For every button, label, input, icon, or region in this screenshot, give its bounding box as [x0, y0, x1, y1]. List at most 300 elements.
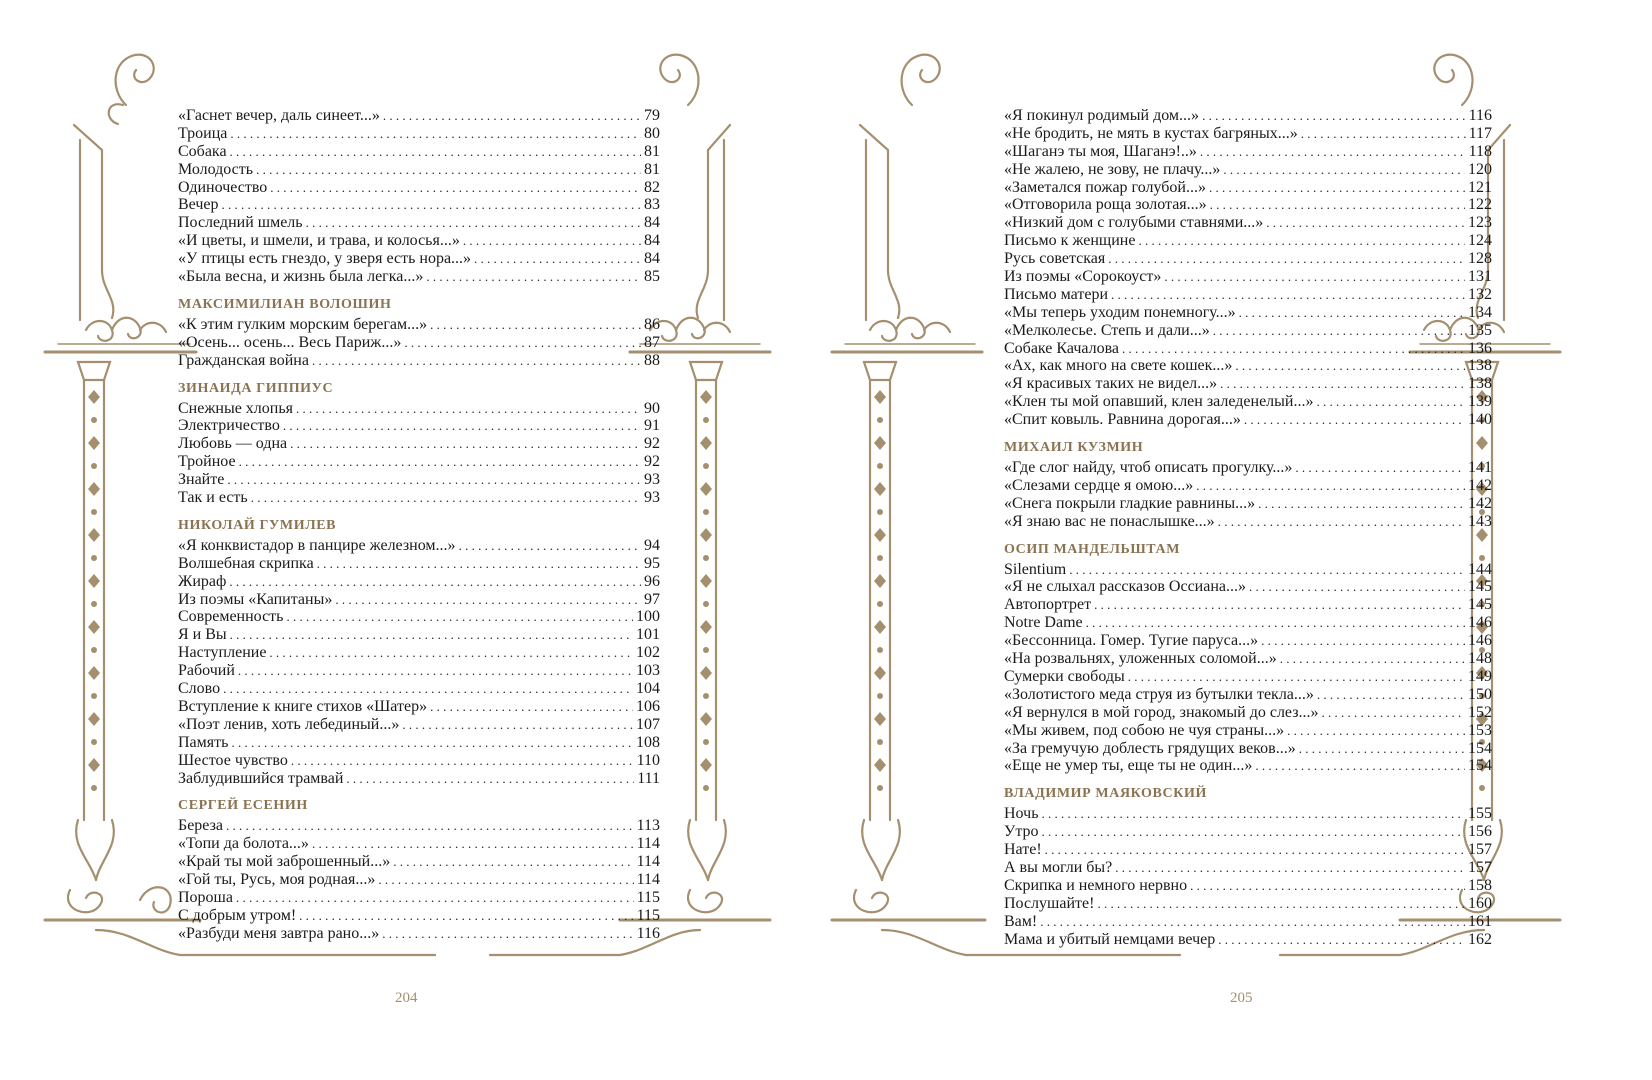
toc-entry[interactable] [178, 608, 660, 626]
dot-leader [430, 698, 633, 716]
toc-entry[interactable] [178, 316, 660, 334]
toc-entry[interactable] [1004, 859, 1492, 877]
entry-page-number: 95 [644, 554, 660, 572]
toc-entry[interactable] [1004, 214, 1492, 232]
entry-page-number: 79 [644, 107, 660, 124]
entry-title: Собака [178, 142, 227, 160]
dot-leader [1209, 179, 1465, 197]
entry-title: Троица [178, 124, 228, 142]
entry-title: Ночь [1004, 805, 1039, 823]
dot-leader [1040, 913, 1465, 931]
toc-entry[interactable] [178, 214, 660, 232]
toc-entry[interactable] [1004, 704, 1492, 722]
dot-leader [1322, 704, 1465, 722]
toc-entry[interactable] [178, 250, 660, 268]
dot-leader [378, 871, 633, 889]
entry-page-number: 84 [644, 250, 660, 268]
entry-page-number: 131 [1468, 268, 1492, 286]
toc-section [1004, 439, 1492, 531]
dot-leader [474, 250, 641, 268]
dot-leader [1041, 805, 1465, 823]
entry-page-number: 135 [1468, 321, 1492, 339]
dot-leader [238, 662, 633, 680]
entry-title: Письмо к женщине [1004, 232, 1136, 250]
toc-entry[interactable] [1004, 614, 1492, 632]
toc-entry[interactable] [1004, 495, 1492, 513]
dot-leader [1069, 561, 1465, 579]
toc-entry[interactable] [1004, 286, 1492, 304]
toc-entry[interactable] [1004, 913, 1492, 931]
toc-entry[interactable] [1004, 805, 1492, 823]
entry-page-number: 139 [1468, 393, 1492, 411]
dot-leader [1200, 143, 1466, 161]
toc-entry[interactable] [178, 889, 660, 907]
entry-title: «Спит ковыль. Равнина дорогая...» [1004, 411, 1241, 429]
toc-entry[interactable] [1004, 668, 1492, 686]
dot-leader [1255, 757, 1465, 775]
entry-title: «Еще не умер ты, еще ты не один...» [1004, 757, 1253, 775]
entry-title: А вы могли бы? [1004, 858, 1113, 876]
toc-entry[interactable] [178, 179, 660, 197]
entry-page-number: 144 [1468, 560, 1492, 578]
entry-title: Так и есть [178, 489, 248, 507]
entry-title: Шестое чувство [178, 751, 288, 769]
toc-entry[interactable] [1004, 459, 1492, 477]
entry-page-number: 93 [644, 489, 660, 507]
dot-leader [393, 853, 633, 871]
toc-entry[interactable] [178, 471, 660, 489]
dot-leader [230, 125, 641, 143]
entry-page-number: 128 [1468, 250, 1492, 268]
toc-entry[interactable] [1004, 477, 1492, 495]
entry-page-number: 152 [1468, 703, 1492, 721]
toc-entry[interactable] [1004, 125, 1492, 143]
toc-entry[interactable] [178, 752, 660, 770]
toc-entry[interactable] [1004, 304, 1492, 322]
entry-page-number: 153 [1468, 721, 1492, 739]
dot-leader [229, 573, 641, 591]
entry-title: Наступление [178, 644, 267, 662]
toc-section [178, 107, 660, 286]
entry-page-number: 146 [1468, 614, 1492, 632]
toc-entry[interactable] [1004, 411, 1492, 429]
dot-leader [404, 334, 641, 352]
entry-title: Русь советская [1004, 250, 1106, 268]
dot-leader [1316, 393, 1465, 411]
toc-entry[interactable] [1004, 650, 1492, 668]
entry-page-number: 86 [644, 315, 660, 333]
toc-entry[interactable] [1004, 107, 1492, 125]
entry-page-number: 154 [1468, 739, 1492, 757]
entry-title: «Мы живем, под собою не чуя страны...» [1004, 721, 1285, 739]
entry-page-number: 101 [636, 626, 660, 644]
toc-entry[interactable] [1004, 722, 1492, 740]
entry-page-number: 117 [1468, 124, 1492, 142]
entry-page-number: 100 [636, 608, 660, 626]
dot-leader [1164, 268, 1465, 286]
toc-entry[interactable] [1004, 596, 1492, 614]
entry-title: Утро [1004, 823, 1039, 841]
toc-entry[interactable] [1004, 578, 1492, 596]
entry-title: «Низкий дом с голубыми ставнями...» [1004, 214, 1264, 232]
entry-title: Мама и убитый немцами вечер [1004, 930, 1216, 948]
author-heading: ВЛАДИМИР МАЯКОВСКИЙ [1004, 786, 1207, 802]
entry-page-number: 149 [1468, 667, 1492, 685]
toc-entry[interactable] [1004, 375, 1492, 393]
dot-leader [317, 555, 641, 573]
dot-leader [459, 537, 641, 555]
entry-page-number: 148 [1468, 650, 1492, 668]
dot-leader [1266, 214, 1465, 232]
entry-page-number: 138 [1468, 375, 1492, 393]
dot-leader [223, 680, 633, 698]
dot-leader [312, 352, 641, 370]
author-heading: НИКОЛАЙ ГУМИЛЕВ [178, 517, 337, 533]
entry-title: «Снега покрыли гладкие равнины...» [1004, 494, 1256, 512]
entry-title: Электричество [178, 417, 280, 435]
entry-page-number: 141 [1468, 459, 1492, 477]
dot-leader [230, 626, 633, 644]
toc-entry[interactable] [1004, 561, 1492, 579]
entry-page-number: 102 [636, 644, 660, 662]
dot-leader [1301, 125, 1466, 143]
dot-leader [290, 435, 641, 453]
entry-title: Волшебная скрипка [178, 554, 314, 572]
toc-entry[interactable] [178, 435, 660, 453]
entry-page-number: 114 [636, 853, 660, 871]
dot-leader [1295, 459, 1465, 477]
entry-title: «Заметался пожар голубой...» [1004, 178, 1206, 196]
entry-page-number: 90 [644, 399, 660, 417]
entry-title: «Была весна, и жизнь была легка...» [178, 268, 424, 286]
entry-page-number: 145 [1468, 578, 1492, 596]
entry-page-number: 80 [644, 124, 660, 142]
entry-title: «Я конквистадор в панцире железном...» [178, 536, 456, 554]
dot-leader [286, 608, 633, 626]
toc-entry[interactable] [178, 196, 660, 214]
toc-entry[interactable] [178, 871, 660, 889]
entry-page-number: 108 [636, 733, 660, 751]
toc-entry[interactable] [1004, 268, 1492, 286]
toc-entry[interactable] [178, 716, 660, 734]
toc-entry[interactable] [1004, 161, 1492, 179]
entry-page-number: 158 [1468, 876, 1492, 894]
toc-entry[interactable] [178, 417, 660, 435]
toc-section [178, 797, 660, 942]
entry-title: «Я покинул родимый дом...» [1004, 107, 1200, 124]
dot-leader [335, 591, 641, 609]
entry-title: Сумерки свободы [1004, 667, 1125, 685]
dot-leader [1239, 304, 1465, 322]
author-heading: МИХАИЛ КУЗМИН [1004, 440, 1144, 456]
toc-entry[interactable] [178, 352, 660, 370]
toc-entry[interactable] [178, 400, 660, 418]
entry-title: «Шаганэ ты моя, Шаганэ!..» [1004, 142, 1197, 160]
entry-title: Я и Вы [178, 626, 227, 644]
author-heading: ОСИП МАНДЕЛЬШТАМ [1004, 541, 1181, 557]
entry-title: «Ах, как много на свете кошек...» [1004, 357, 1233, 375]
entry-page-number: 154 [1468, 757, 1492, 775]
entry-title: Из поэмы «Сорокоуст» [1004, 268, 1162, 286]
toc-section [178, 296, 660, 370]
entry-title: «Осень... осень... Весь Париж...» [178, 333, 402, 351]
dot-leader [426, 268, 641, 286]
entry-title: Одиночество [178, 178, 268, 196]
dot-leader [236, 889, 634, 907]
dot-leader [296, 400, 641, 418]
entry-page-number: 138 [1468, 357, 1492, 375]
toc-entry[interactable] [1004, 757, 1492, 775]
toc-entry[interactable] [1004, 250, 1492, 268]
entry-page-number: 160 [1468, 894, 1492, 912]
toc-entry[interactable] [1004, 340, 1492, 358]
toc-entry[interactable] [178, 573, 660, 591]
toc-entry[interactable] [178, 626, 660, 644]
author-heading: ЗИНАИДА ГИППИУС [178, 380, 334, 396]
dot-leader [222, 196, 641, 214]
entry-page-number: 155 [1468, 805, 1492, 823]
entry-page-number: 118 [1468, 142, 1492, 160]
entry-title: «Я знаю вас не понаслышке...» [1004, 512, 1215, 530]
toc-entry[interactable] [1004, 322, 1492, 340]
toc-section [1004, 785, 1492, 948]
dot-leader [230, 143, 641, 161]
entry-title: Вам! [1004, 912, 1038, 930]
entry-title: Рабочий [178, 662, 235, 680]
entry-page-number: 93 [644, 471, 660, 489]
toc-entry[interactable] [178, 591, 660, 609]
entry-title: Вечер [178, 196, 219, 214]
entry-title: Последний шмель [178, 214, 303, 232]
entry-page-number: 161 [1468, 912, 1492, 930]
entry-title: Послушайте! [1004, 894, 1095, 912]
toc-section [1004, 541, 1492, 776]
entry-title: «Гаснет вечер, даль синеет...» [178, 107, 380, 124]
toc-entry[interactable] [178, 817, 660, 835]
entry-title: «Не жалею, не зову, не плачу...» [1004, 160, 1221, 178]
dot-leader [1111, 286, 1465, 304]
dot-leader [1287, 722, 1465, 740]
entry-title: «Золотистого меда струя из бутылки текла...» [1004, 685, 1314, 703]
dot-leader [269, 644, 633, 662]
dot-leader [1086, 614, 1465, 632]
entry-title: Снежные хлопья [178, 399, 294, 417]
toc-entry[interactable] [1004, 143, 1492, 161]
entry-page-number: 114 [636, 871, 660, 889]
toc-section [1004, 107, 1492, 429]
entry-page-number: 96 [644, 572, 660, 590]
entry-title: Знайте [178, 471, 225, 489]
entry-page-number: 162 [1468, 930, 1492, 948]
table-of-contents-left [178, 107, 660, 943]
dot-leader [1261, 632, 1465, 650]
entry-title: «Бессонница. Гомер. Тугие паруса...» [1004, 632, 1259, 650]
toc-entry[interactable] [1004, 931, 1492, 949]
toc-entry[interactable] [178, 907, 660, 925]
entry-title: «Клен ты мой опавший, клен заледенелый...» [1004, 393, 1314, 411]
entry-page-number: 87 [644, 333, 660, 351]
dot-leader [226, 817, 634, 835]
entry-title: «Где слог найду, чтоб описать прогулку...» [1004, 459, 1293, 477]
toc-entry[interactable] [1004, 686, 1492, 704]
entry-title: С добрым утром! [178, 906, 297, 924]
entry-page-number: 106 [636, 697, 660, 715]
entry-page-number: 122 [1468, 196, 1492, 214]
toc-entry[interactable] [178, 555, 660, 573]
entry-page-number: 124 [1468, 232, 1492, 250]
entry-page-number: 121 [1468, 178, 1492, 196]
entry-title: Тройное [178, 453, 236, 471]
entry-page-number: 81 [644, 160, 660, 178]
entry-page-number: 92 [644, 453, 660, 471]
entry-title: «Топи да болота...» [178, 835, 309, 853]
entry-title: Гражданская война [178, 351, 309, 369]
entry-page-number: 110 [636, 751, 660, 769]
entry-page-number: 97 [644, 590, 660, 608]
dot-leader [312, 835, 634, 853]
entry-page-number: 84 [644, 232, 660, 250]
table-of-contents-right [1004, 107, 1492, 948]
toc-entry[interactable] [178, 680, 660, 698]
toc-entry[interactable] [1004, 877, 1492, 895]
toc-entry[interactable] [178, 698, 660, 716]
dot-leader [239, 453, 641, 471]
entry-title: Память [178, 733, 229, 751]
dot-leader [1220, 375, 1465, 393]
page-number-right: 205 [1230, 990, 1253, 1006]
entry-page-number: 92 [644, 435, 660, 453]
toc-entry[interactable] [178, 925, 660, 943]
dot-leader [1235, 357, 1465, 375]
entry-title: Слово [178, 680, 221, 698]
entry-title: Пороша [178, 888, 233, 906]
dot-leader [1213, 322, 1465, 340]
entry-title: «У птицы есть гнездо, у зверя есть нора...» [178, 250, 472, 268]
author-heading: СЕРГЕЙ ЕСЕНИН [178, 798, 308, 814]
toc-entry[interactable] [1004, 393, 1492, 411]
entry-page-number: 120 [1468, 160, 1492, 178]
entry-title: Жираф [178, 572, 227, 590]
toc-entry[interactable] [1004, 841, 1492, 859]
dot-leader [270, 179, 641, 197]
entry-title: Современность [178, 608, 284, 626]
entry-page-number: 82 [644, 178, 660, 196]
entry-page-number: 85 [644, 268, 660, 286]
dot-leader [1108, 250, 1465, 268]
toc-entry[interactable] [1004, 895, 1492, 913]
entry-page-number: 143 [1468, 512, 1492, 530]
entry-title: «Я вернулся в мой город, знакомый до слез...» [1004, 703, 1319, 721]
dot-leader [382, 925, 633, 943]
dot-leader [1128, 668, 1465, 686]
toc-entry[interactable] [178, 835, 660, 853]
dot-leader [1042, 823, 1465, 841]
entry-title: «Поэт ленив, хоть лебединый...» [178, 715, 400, 733]
dot-leader [1138, 232, 1465, 250]
dot-leader [1280, 650, 1465, 668]
dot-leader [346, 770, 634, 788]
toc-entry[interactable] [178, 161, 660, 179]
dot-leader [1115, 859, 1465, 877]
toc-entry[interactable] [178, 107, 660, 125]
entry-page-number: 116 [636, 924, 660, 942]
author-heading: МАКСИМИЛИАН ВОЛОШИН [178, 296, 392, 312]
entry-title: Silentium [1004, 560, 1067, 578]
toc-entry[interactable] [1004, 179, 1492, 197]
toc-entry[interactable] [178, 644, 660, 662]
entry-page-number: 134 [1468, 303, 1492, 321]
entry-page-number: 157 [1468, 841, 1492, 859]
entry-title: Автопортрет [1004, 596, 1092, 614]
dot-leader [1210, 196, 1465, 214]
entry-title: «К этим гулким морским берегам...» [178, 315, 428, 333]
toc-entry[interactable] [178, 125, 660, 143]
toc-entry[interactable] [178, 143, 660, 161]
entry-page-number: 83 [644, 196, 660, 214]
toc-entry[interactable] [1004, 513, 1492, 531]
toc-entry[interactable] [1004, 740, 1492, 758]
entry-page-number: 157 [1468, 858, 1492, 876]
entry-title: «За гремучую доблесть грядущих веков...» [1004, 739, 1296, 757]
dot-leader [1202, 107, 1466, 125]
toc-entry[interactable] [178, 489, 660, 507]
entry-title: «Не бродить, не мять в кустах багряных...» [1004, 124, 1298, 142]
toc-entry[interactable] [1004, 357, 1492, 375]
toc-entry[interactable] [178, 662, 660, 680]
toc-entry[interactable] [1004, 196, 1492, 214]
toc-entry[interactable] [1004, 632, 1492, 650]
entry-title: Собаке Качалова [1004, 339, 1120, 357]
toc-entry[interactable] [178, 537, 660, 555]
entry-page-number: 145 [1468, 596, 1492, 614]
entry-title: «Я красивых таких не видел...» [1004, 375, 1218, 393]
toc-entry[interactable] [178, 734, 660, 752]
entry-title: «Я не слыхал рассказов Оссиана...» [1004, 578, 1246, 596]
toc-entry[interactable] [178, 232, 660, 250]
entry-page-number: 114 [636, 835, 660, 853]
entry-page-number: 116 [1468, 107, 1492, 124]
toc-entry[interactable] [178, 453, 660, 471]
dot-leader [1218, 513, 1465, 531]
dot-leader [306, 214, 641, 232]
dot-leader [383, 107, 641, 125]
entry-page-number: 91 [644, 417, 660, 435]
entry-title: Из поэмы «Капитаны» [178, 590, 333, 608]
dot-leader [1317, 686, 1465, 704]
toc-entry[interactable] [178, 853, 660, 871]
dot-leader [1196, 477, 1465, 495]
toc-entry[interactable] [1004, 232, 1492, 250]
dot-leader [231, 734, 633, 752]
entry-page-number: 84 [644, 214, 660, 232]
toc-entry[interactable] [178, 334, 660, 352]
toc-entry[interactable] [1004, 823, 1492, 841]
dot-leader [1218, 931, 1465, 949]
dot-leader [463, 232, 641, 250]
toc-entry[interactable] [178, 268, 660, 286]
dot-leader [1097, 895, 1465, 913]
dot-leader [227, 471, 641, 489]
entry-page-number: 103 [636, 662, 660, 680]
dot-leader [291, 752, 634, 770]
dot-leader [1249, 578, 1465, 596]
entry-page-number: 156 [1468, 823, 1492, 841]
toc-entry[interactable] [178, 770, 660, 788]
entry-page-number: 94 [644, 536, 660, 554]
entry-page-number: 142 [1468, 494, 1492, 512]
entry-page-number: 115 [636, 888, 660, 906]
page-number-left: 204 [395, 990, 418, 1006]
